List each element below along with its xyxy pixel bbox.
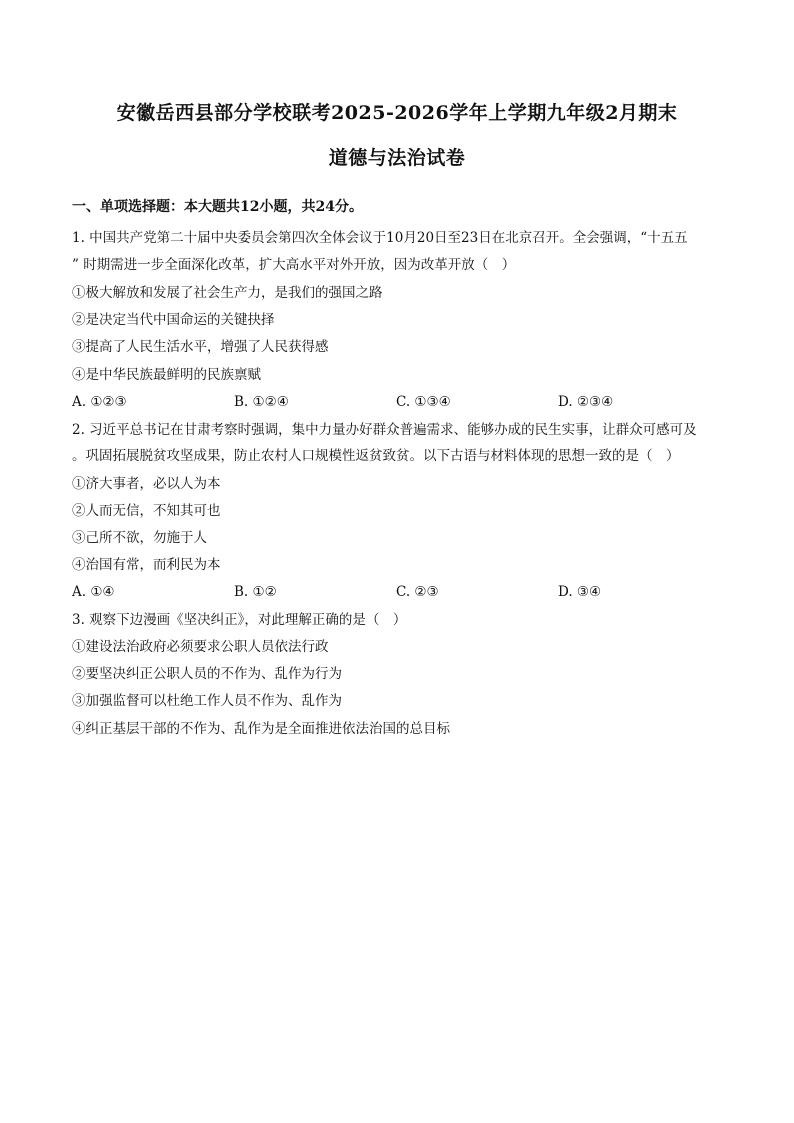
question-2-option-a[interactable]: A. ①④ <box>72 584 115 600</box>
question-2-stem-line2: 。巩固拓展脱贫攻坚成果，防止农村人口规模性返贫致贫。以下古语与材料体现的思想一致的是（ ） <box>72 448 680 464</box>
question-1-statement-4: ④是中华民族最鲜明的民族禀赋 <box>72 367 261 383</box>
question-1-statement-1: ①极大解放和发展了社会生产力，是我们的强国之路 <box>72 285 383 301</box>
question-2-statement-3: ③己所不欲，勿施于人 <box>72 530 207 546</box>
question-1-option-a[interactable]: A. ①②③ <box>72 394 127 410</box>
question-2-statement-4: ④治国有常，而利民为本 <box>72 557 221 573</box>
question-1-stem-line2: ” 时期需进一步全面深化改革，扩大高水平对外开放，因为改革开放（ ） <box>72 257 516 273</box>
question-1-statement-3: ③提高了人民生活水平，增强了人民获得感 <box>72 339 329 355</box>
question-3-statement-3: ③加强监督可以杜绝工作人员不作为、乱作为 <box>72 693 342 709</box>
question-1-statement-2: ②是决定当代中国命运的关键抉择 <box>72 312 275 328</box>
question-2-option-d[interactable]: D. ③④ <box>558 584 602 600</box>
question-1-options <box>72 394 732 412</box>
question-1-option-d[interactable]: D. ②③④ <box>558 394 614 410</box>
exam-title-line1: 安徽岳西县部分学校联考2025-2026学年上学期九年级2月期末 <box>116 102 678 124</box>
question-1-option-b[interactable]: B. ①②④ <box>234 394 289 410</box>
question-3-statement-1: ①建设法治政府必须要求公职人员依法行政 <box>72 639 329 655</box>
question-3-statement-4: ④纠正基层干部的不作为、乱作为是全面推进依法治国的总目标 <box>72 721 450 737</box>
question-2-statement-1: ①济大事者，必以人为本 <box>72 476 221 492</box>
question-1-option-c[interactable]: C. ①③④ <box>396 394 451 410</box>
question-2-statement-2: ②人而无信，不知其可也 <box>72 503 221 519</box>
question-2-stem-line1: 2. 习近平总书记在甘肃考察时强调，集中力量办好群众普遍需求、能够办成的民生实事，让群众可感可及 <box>72 422 697 438</box>
question-3-stem-line1: 3. 观察下边漫画《坚决纠正》，对此理解正确的是（ ） <box>72 612 407 628</box>
question-1-stem-line1: 1. 中国共产党第二十届中央委员会第四次全体会议于10月20日至23日在北京召开。全会强调，“十五五 <box>72 230 688 246</box>
exam-title-line2: 道德与法治试卷 <box>328 147 466 169</box>
question-3-statement-2: ②要坚决纠正公职人员的不作为、乱作为行为 <box>72 666 342 682</box>
question-2-option-c[interactable]: C. ②③ <box>396 584 439 600</box>
question-2-options <box>72 584 732 602</box>
question-2-option-b[interactable]: B. ①② <box>234 584 277 600</box>
section-heading: 一、单项选择题：本大题共12小题，共24分。 <box>72 199 363 215</box>
